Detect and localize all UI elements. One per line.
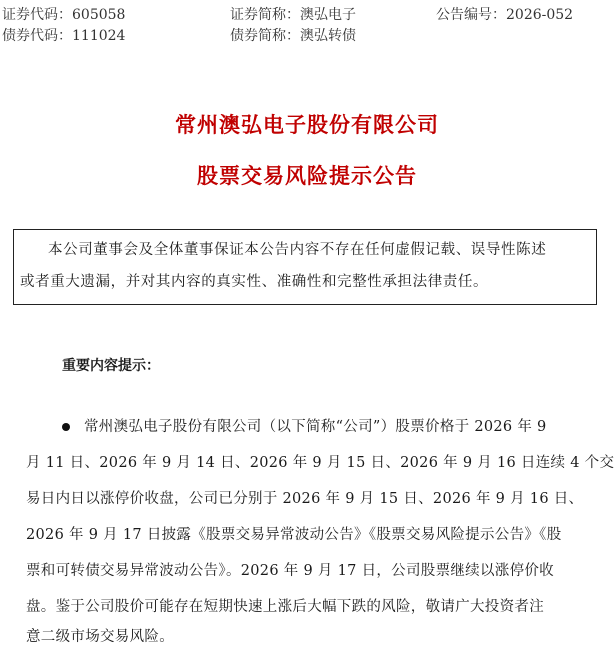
header-stock-abbr: 证券简称：澳弘电子 — [230, 7, 356, 23]
company-title: 常州澳弘电子股份有限公司 — [175, 113, 439, 137]
body-line-3: 易日内日以涨停价收盘，公司已分别于 2026 年 9 月 15 日、2026 年 9 月 16 日、 — [26, 491, 584, 507]
statement-box — [13, 229, 597, 305]
body-line-6: 盘。鉴于公司股价可能存在短期快速上涨后大幅下跌的风险，敬请广大投资者注 — [26, 599, 544, 615]
document-title: 股票交易风险提示公告 — [197, 164, 417, 188]
body-line-1: 常州澳弘电子股份有限公司（以下简称“公司”）股票价格于 2026 年 9 — [84, 419, 547, 435]
body-line-2: 月 11 日、2026 年 9 月 14 日、2026 年 9 月 15 日、2026 年 9 月 16 日连续 4 个交 — [26, 455, 614, 471]
section-heading: 重要内容提示： — [62, 358, 160, 374]
body-line-4: 2026 年 9 月 17 日披露《股票交易异常波动公告》《股票交易风险提示公告》《股 — [26, 527, 562, 543]
header-stock-code: 证券代码：605058 — [2, 7, 126, 23]
header-bond-code: 债券代码：111024 — [2, 28, 126, 44]
statement-line-2: 或者重大遗漏，并对其内容的真实性、准确性和完整性承担法律责任。 — [20, 274, 489, 290]
header-announcement-no: 公告编号：2026-052 — [436, 7, 574, 23]
header-bond-abbr: 债券简称：澳弘转债 — [230, 28, 356, 44]
body-line-7: 意二级市场交易风险。 — [26, 629, 174, 645]
body-line-5: 票和可转债交易异常波动公告》。2026 年 9 月 17 日，公司股票继续以涨停价收 — [26, 563, 554, 579]
statement-line-1: 本公司董事会及全体董事保证本公告内容不存在任何虚假记载、误导性陈述 — [48, 242, 547, 258]
bullet-icon — [62, 423, 70, 431]
